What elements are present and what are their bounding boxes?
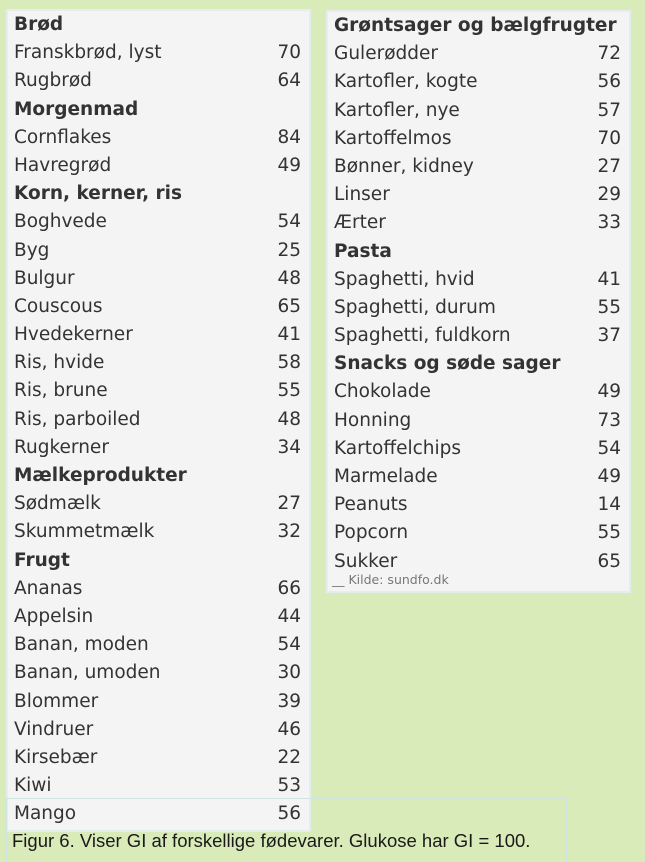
gi-value: 41 xyxy=(597,268,621,290)
food-name: Appelsin xyxy=(14,605,94,627)
gi-value: 84 xyxy=(277,126,301,148)
food-name: Chokolade xyxy=(334,381,431,403)
gi-value: 57 xyxy=(597,99,621,121)
food-name: Sukker xyxy=(334,550,398,572)
food-name: Ananas xyxy=(14,577,83,599)
food-name: Blommer xyxy=(14,690,99,712)
food-name: Ris, hvide xyxy=(14,352,105,374)
food-row xyxy=(8,631,309,659)
food-name: Couscous xyxy=(14,295,103,317)
food-row xyxy=(8,124,309,152)
category-heading xyxy=(8,11,309,39)
category-name: Snacks og søde sager xyxy=(334,353,561,375)
category-name: Morgenmad xyxy=(14,98,139,120)
gi-value: 44 xyxy=(277,605,301,627)
gi-value: 54 xyxy=(597,437,621,459)
food-row xyxy=(8,688,309,716)
food-name: Kiwi xyxy=(14,775,52,797)
source-note: __ Kilde: sundfo.dk xyxy=(332,571,449,587)
gi-value: 64 xyxy=(277,70,301,92)
food-row xyxy=(8,152,309,180)
gi-value: 27 xyxy=(597,155,621,177)
gi-value: 48 xyxy=(277,408,301,430)
gi-value: 29 xyxy=(597,184,621,206)
food-name: Franskbrød, lyst xyxy=(14,42,162,64)
category-heading xyxy=(8,96,309,124)
food-row xyxy=(328,463,629,491)
food-name: Honning xyxy=(334,409,412,431)
food-row xyxy=(8,744,309,772)
food-row xyxy=(328,322,629,350)
food-row xyxy=(8,575,309,603)
food-row xyxy=(8,434,309,462)
figure-caption: Figur 6. Viser GI af forskellige fødevarer. Glukose har GI = 100. xyxy=(12,830,531,851)
category-name: Mælkeprodukter xyxy=(14,465,187,486)
category-name: Pasta xyxy=(334,240,392,262)
food-name: Byg xyxy=(14,239,50,261)
gi-value: 33 xyxy=(597,212,621,234)
food-name: Ris, brune xyxy=(14,380,108,402)
food-row xyxy=(328,435,629,463)
gi-value: 46 xyxy=(277,718,301,740)
category-heading xyxy=(8,547,309,575)
gi-value: 34 xyxy=(277,436,301,458)
food-row xyxy=(8,237,309,265)
gi-value: 72 xyxy=(597,43,621,65)
food-row xyxy=(328,294,629,322)
food-row xyxy=(328,491,629,519)
gi-value: 58 xyxy=(277,352,301,374)
food-row xyxy=(328,378,629,406)
gi-value: 41 xyxy=(277,324,301,346)
gi-value: 37 xyxy=(597,325,621,347)
gi-value: 14 xyxy=(597,494,621,516)
gi-value: 73 xyxy=(597,409,621,431)
food-name: Vindruer xyxy=(14,718,94,740)
category-heading xyxy=(328,350,629,378)
category-heading xyxy=(8,462,309,490)
food-row xyxy=(8,39,309,67)
food-row xyxy=(328,125,629,153)
food-row xyxy=(8,603,309,631)
right-food-list xyxy=(328,12,629,576)
food-name: Popcorn xyxy=(334,522,409,544)
category-name: Grøntsager og bælgfrugter xyxy=(334,15,617,36)
food-row xyxy=(8,321,309,349)
food-row xyxy=(8,490,309,518)
category-heading xyxy=(8,180,309,208)
food-row xyxy=(8,518,309,546)
gi-value: 27 xyxy=(277,493,301,515)
food-row xyxy=(328,153,629,181)
food-row xyxy=(8,377,309,405)
food-row xyxy=(8,659,309,687)
right-gi-table xyxy=(326,10,631,593)
left-gi-table xyxy=(6,9,311,832)
food-row xyxy=(8,349,309,377)
food-name: Kartoffelmos xyxy=(334,127,452,149)
food-row xyxy=(328,407,629,435)
food-name: Rugkerner xyxy=(14,436,109,458)
food-row xyxy=(8,406,309,434)
gi-value: 54 xyxy=(277,634,301,656)
gi-value: 66 xyxy=(277,577,301,599)
food-name: Gulerødder xyxy=(334,43,438,65)
food-name: Mango xyxy=(14,803,77,825)
gi-value: 65 xyxy=(277,295,301,317)
food-row xyxy=(8,293,309,321)
gi-value: 32 xyxy=(277,521,301,543)
food-name: Skummetmælk xyxy=(14,521,155,543)
gi-value: 70 xyxy=(597,127,621,149)
food-name: Banan, moden xyxy=(14,634,149,656)
gi-value: 49 xyxy=(277,154,301,176)
food-row xyxy=(8,716,309,744)
gi-value: 39 xyxy=(277,690,301,712)
gi-value: 49 xyxy=(597,381,621,403)
food-row xyxy=(8,265,309,293)
gi-value: 55 xyxy=(597,296,621,318)
food-name: Ris, parboiled xyxy=(14,408,141,430)
food-row xyxy=(328,181,629,209)
gi-value: 56 xyxy=(277,803,301,825)
category-name: Korn, kerner, ris xyxy=(14,183,183,205)
food-name: Kirsebær xyxy=(14,746,98,768)
gi-value: 48 xyxy=(277,267,301,289)
food-row xyxy=(328,68,629,96)
gi-value: 22 xyxy=(277,746,301,768)
food-name: Hvedekerner xyxy=(14,324,133,346)
food-name: Kartoffelchips xyxy=(334,437,462,459)
gi-value: 49 xyxy=(597,466,621,487)
gi-value: 54 xyxy=(277,211,301,233)
food-name: Spaghetti, fuldkorn xyxy=(334,325,511,347)
food-row xyxy=(8,208,309,236)
food-name: Linser xyxy=(334,184,390,206)
food-name: Havregrød xyxy=(14,154,112,176)
food-row xyxy=(328,97,629,125)
food-row xyxy=(8,67,309,95)
category-name: Frugt xyxy=(14,549,70,571)
food-name: Spaghetti, hvid xyxy=(334,268,475,290)
gi-value: 55 xyxy=(277,380,301,402)
gi-value: 70 xyxy=(277,42,301,64)
category-heading xyxy=(328,12,629,40)
food-name: Boghvede xyxy=(14,211,107,233)
food-name: Banan, umoden xyxy=(14,662,161,684)
gi-value: 30 xyxy=(277,662,301,684)
food-name: Kartofler, nye xyxy=(334,99,460,121)
food-name: Ærter xyxy=(334,212,386,234)
left-food-list xyxy=(8,11,309,828)
food-row xyxy=(328,519,629,547)
food-row xyxy=(328,40,629,68)
food-name: Rugbrød xyxy=(14,70,92,92)
food-name: Spaghetti, durum xyxy=(334,296,496,318)
food-row xyxy=(328,266,629,294)
food-name: Sødmælk xyxy=(14,493,101,515)
food-name: Cornflakes xyxy=(14,126,112,148)
food-name: Kartofler, kogte xyxy=(334,71,478,93)
food-name: Bønner, kidney xyxy=(334,155,474,177)
food-row xyxy=(328,209,629,237)
category-name: Brød xyxy=(14,14,64,35)
food-name: Marmelade xyxy=(334,466,438,487)
category-heading xyxy=(328,238,629,266)
gi-value: 55 xyxy=(597,522,621,544)
food-name: Peanuts xyxy=(334,494,408,516)
food-row xyxy=(8,772,309,800)
gi-value: 25 xyxy=(277,239,301,261)
food-name: Bulgur xyxy=(14,267,75,289)
gi-value: 65 xyxy=(597,550,621,572)
gi-value: 53 xyxy=(277,775,301,797)
gi-value: 56 xyxy=(597,71,621,93)
